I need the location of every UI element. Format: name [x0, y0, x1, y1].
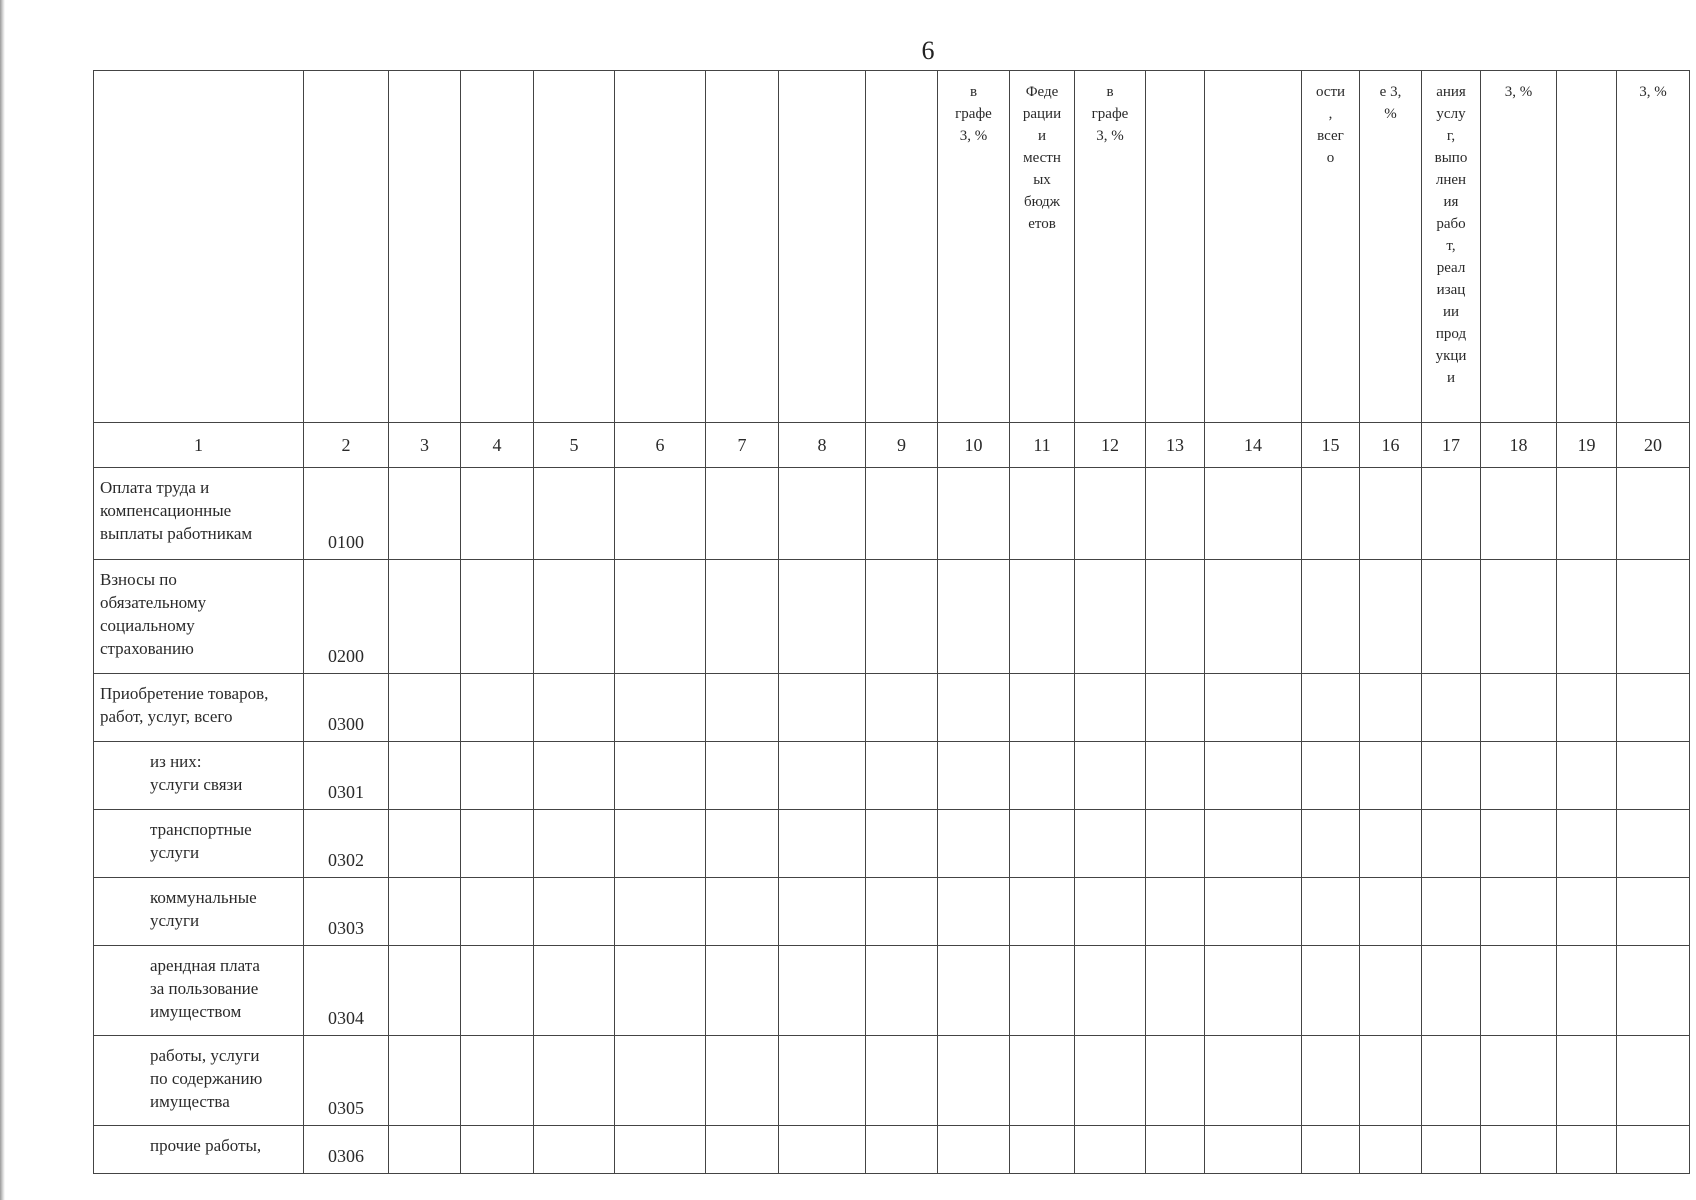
header-cell-17: ания услу г, выпо лнен ия рабо т, реал изац ии прод укци и	[1422, 71, 1481, 423]
row-code: 0303	[304, 878, 389, 946]
empty-cell	[1205, 560, 1302, 674]
column-number: 6	[615, 423, 706, 468]
empty-cell	[1360, 1036, 1422, 1126]
row-label: работы, услуги по содержанию имущества	[94, 1036, 304, 1126]
header-cell-6	[615, 71, 706, 423]
empty-cell	[938, 560, 1010, 674]
empty-cell	[1010, 878, 1075, 946]
empty-cell	[866, 810, 938, 878]
column-number: 3	[389, 423, 461, 468]
empty-cell	[866, 946, 938, 1036]
empty-cell	[1075, 674, 1146, 742]
empty-cell	[1360, 1126, 1422, 1174]
column-number: 12	[1075, 423, 1146, 468]
empty-cell	[389, 810, 461, 878]
empty-cell	[1075, 810, 1146, 878]
column-number: 16	[1360, 423, 1422, 468]
header-cell-13	[1146, 71, 1205, 423]
empty-cell	[706, 1036, 779, 1126]
empty-cell	[1360, 878, 1422, 946]
empty-cell	[534, 560, 615, 674]
empty-cell	[1481, 560, 1557, 674]
empty-cell	[389, 1126, 461, 1174]
column-number: 10	[938, 423, 1010, 468]
row-code: 0301	[304, 742, 389, 810]
header-cell-7	[706, 71, 779, 423]
empty-cell	[615, 878, 706, 946]
empty-cell	[389, 1036, 461, 1126]
empty-cell	[1205, 878, 1302, 946]
empty-cell	[1010, 468, 1075, 560]
header-cell-18: 3, %	[1481, 71, 1557, 423]
empty-cell	[615, 674, 706, 742]
empty-cell	[779, 468, 866, 560]
row-code: 0306	[304, 1126, 389, 1174]
empty-cell	[1302, 946, 1360, 1036]
empty-cell	[1422, 468, 1481, 560]
empty-cell	[1010, 674, 1075, 742]
empty-cell	[1205, 946, 1302, 1036]
row-code: 0300	[304, 674, 389, 742]
empty-cell	[866, 468, 938, 560]
table-row	[94, 674, 1690, 742]
empty-cell	[389, 468, 461, 560]
empty-cell	[1617, 1036, 1690, 1126]
empty-cell	[1360, 674, 1422, 742]
column-number: 8	[779, 423, 866, 468]
empty-cell	[389, 674, 461, 742]
empty-cell	[1617, 742, 1690, 810]
empty-cell	[866, 1036, 938, 1126]
empty-cell	[615, 560, 706, 674]
empty-cell	[389, 946, 461, 1036]
empty-cell	[1557, 946, 1617, 1036]
empty-cell	[938, 468, 1010, 560]
empty-cell	[866, 1126, 938, 1174]
empty-cell	[1557, 674, 1617, 742]
empty-cell	[461, 674, 534, 742]
column-number: 7	[706, 423, 779, 468]
empty-cell	[779, 878, 866, 946]
page-number: 6	[921, 36, 935, 65]
empty-cell	[706, 946, 779, 1036]
table-row	[94, 878, 1690, 946]
header-cell-8	[779, 71, 866, 423]
row-code: 0100	[304, 468, 389, 560]
empty-cell	[461, 810, 534, 878]
empty-cell	[1075, 468, 1146, 560]
empty-cell	[615, 468, 706, 560]
empty-cell	[866, 878, 938, 946]
row-label: транспортные услуги	[94, 810, 304, 878]
empty-cell	[1302, 1036, 1360, 1126]
empty-cell	[1146, 560, 1205, 674]
empty-cell	[706, 878, 779, 946]
empty-cell	[866, 742, 938, 810]
empty-cell	[1557, 810, 1617, 878]
empty-cell	[1617, 1126, 1690, 1174]
row-label: Взносы по обязательному социальному страхованию	[94, 560, 304, 674]
empty-cell	[1422, 878, 1481, 946]
empty-cell	[866, 674, 938, 742]
empty-cell	[1557, 560, 1617, 674]
empty-cell	[461, 1126, 534, 1174]
empty-cell	[1360, 742, 1422, 810]
header-cell-16: е 3, %	[1360, 71, 1422, 423]
empty-cell	[534, 674, 615, 742]
empty-cell	[1010, 742, 1075, 810]
empty-cell	[1481, 878, 1557, 946]
empty-cell	[779, 1036, 866, 1126]
empty-cell	[1617, 878, 1690, 946]
empty-cell	[1557, 468, 1617, 560]
empty-cell	[534, 1126, 615, 1174]
empty-cell	[1302, 878, 1360, 946]
empty-cell	[1617, 674, 1690, 742]
empty-cell	[461, 878, 534, 946]
page-left-edge-shadow	[0, 0, 5, 1200]
empty-cell	[1302, 560, 1360, 674]
header-row	[94, 71, 1690, 423]
empty-cell	[1075, 878, 1146, 946]
empty-cell	[1422, 560, 1481, 674]
row-label: из них: услуги связи	[94, 742, 304, 810]
table-row	[94, 468, 1690, 560]
empty-cell	[779, 1126, 866, 1174]
empty-cell	[779, 560, 866, 674]
empty-cell	[779, 674, 866, 742]
column-number: 2	[304, 423, 389, 468]
empty-cell	[389, 878, 461, 946]
empty-cell	[534, 810, 615, 878]
empty-cell	[1422, 1126, 1481, 1174]
column-number: 1	[94, 423, 304, 468]
empty-cell	[1617, 560, 1690, 674]
empty-cell	[1146, 742, 1205, 810]
empty-cell	[1481, 946, 1557, 1036]
empty-cell	[534, 468, 615, 560]
table-row	[94, 1036, 1690, 1126]
row-code: 0302	[304, 810, 389, 878]
row-label: Оплата труда и компенсационные выплаты работникам	[94, 468, 304, 560]
empty-cell	[1205, 1036, 1302, 1126]
empty-cell	[1481, 1126, 1557, 1174]
header-cell-2	[304, 71, 389, 423]
empty-cell	[1205, 674, 1302, 742]
empty-cell	[779, 810, 866, 878]
empty-cell	[1360, 560, 1422, 674]
empty-cell	[534, 946, 615, 1036]
empty-cell	[779, 946, 866, 1036]
header-cell-15: ости , всег о	[1302, 71, 1360, 423]
empty-cell	[1146, 810, 1205, 878]
empty-cell	[866, 560, 938, 674]
column-number: 4	[461, 423, 534, 468]
empty-cell	[938, 742, 1010, 810]
empty-cell	[1075, 1126, 1146, 1174]
header-cell-10: в графе 3, %	[938, 71, 1010, 423]
empty-cell	[1360, 946, 1422, 1036]
row-label: прочие работы,	[94, 1126, 304, 1174]
empty-cell	[1557, 1126, 1617, 1174]
table-row	[94, 810, 1690, 878]
column-number: 15	[1302, 423, 1360, 468]
empty-cell	[1302, 1126, 1360, 1174]
column-number: 19	[1557, 423, 1617, 468]
empty-cell	[615, 946, 706, 1036]
row-label: арендная плата за пользование имуществом	[94, 946, 304, 1036]
empty-cell	[1617, 946, 1690, 1036]
empty-cell	[1146, 1126, 1205, 1174]
empty-cell	[534, 878, 615, 946]
row-code: 0305	[304, 1036, 389, 1126]
empty-cell	[1481, 742, 1557, 810]
empty-cell	[1422, 742, 1481, 810]
empty-cell	[1557, 878, 1617, 946]
empty-cell	[1146, 674, 1205, 742]
empty-cell	[615, 742, 706, 810]
empty-cell	[938, 1036, 1010, 1126]
header-cell-11: Феде рации и местн ых бюдж етов	[1010, 71, 1075, 423]
empty-cell	[1075, 1036, 1146, 1126]
header-cell-12: в графе 3, %	[1075, 71, 1146, 423]
column-number: 20	[1617, 423, 1690, 468]
header-cell-20: 3, %	[1617, 71, 1690, 423]
empty-cell	[615, 1126, 706, 1174]
empty-cell	[706, 468, 779, 560]
row-label: Приобретение товаров, работ, услуг, всего	[94, 674, 304, 742]
empty-cell	[706, 810, 779, 878]
empty-cell	[1422, 946, 1481, 1036]
empty-cell	[706, 742, 779, 810]
column-number: 11	[1010, 423, 1075, 468]
empty-cell	[1481, 810, 1557, 878]
empty-cell	[1302, 674, 1360, 742]
column-number: 18	[1481, 423, 1557, 468]
report-table	[93, 70, 1690, 1174]
column-number: 17	[1422, 423, 1481, 468]
empty-cell	[1010, 810, 1075, 878]
empty-cell	[1481, 1036, 1557, 1126]
empty-cell	[615, 810, 706, 878]
empty-cell	[1075, 742, 1146, 810]
empty-cell	[389, 560, 461, 674]
empty-cell	[1205, 810, 1302, 878]
empty-cell	[1360, 810, 1422, 878]
empty-cell	[1146, 878, 1205, 946]
header-cell-19	[1557, 71, 1617, 423]
empty-cell	[461, 468, 534, 560]
empty-cell	[938, 674, 1010, 742]
empty-cell	[615, 1036, 706, 1126]
empty-cell	[389, 742, 461, 810]
empty-cell	[706, 560, 779, 674]
empty-cell	[1205, 1126, 1302, 1174]
empty-cell	[1010, 560, 1075, 674]
empty-cell	[1302, 742, 1360, 810]
empty-cell	[1205, 742, 1302, 810]
header-cell-9	[866, 71, 938, 423]
column-number: 14	[1205, 423, 1302, 468]
empty-cell	[1302, 810, 1360, 878]
header-cell-3	[389, 71, 461, 423]
empty-cell	[1010, 1036, 1075, 1126]
empty-cell	[1422, 810, 1481, 878]
header-cell-14	[1205, 71, 1302, 423]
empty-cell	[1010, 1126, 1075, 1174]
empty-cell	[938, 878, 1010, 946]
empty-cell	[461, 946, 534, 1036]
empty-cell	[534, 1036, 615, 1126]
column-number: 13	[1146, 423, 1205, 468]
table-row	[94, 560, 1690, 674]
empty-cell	[938, 1126, 1010, 1174]
empty-cell	[534, 742, 615, 810]
empty-cell	[1557, 742, 1617, 810]
empty-cell	[1075, 560, 1146, 674]
empty-cell	[1146, 468, 1205, 560]
row-label: коммунальные услуги	[94, 878, 304, 946]
empty-cell	[1481, 674, 1557, 742]
empty-cell	[1557, 1036, 1617, 1126]
table-row	[94, 1126, 1690, 1174]
empty-cell	[1205, 468, 1302, 560]
empty-cell	[1075, 946, 1146, 1036]
row-code: 0304	[304, 946, 389, 1036]
empty-cell	[1422, 1036, 1481, 1126]
empty-cell	[1146, 1036, 1205, 1126]
table-row	[94, 946, 1690, 1036]
header-cell-1	[94, 71, 304, 423]
empty-cell	[938, 810, 1010, 878]
column-number-row	[94, 423, 1690, 468]
table-row	[94, 742, 1690, 810]
empty-cell	[1360, 468, 1422, 560]
empty-cell	[461, 742, 534, 810]
empty-cell	[1146, 946, 1205, 1036]
column-number: 9	[866, 423, 938, 468]
empty-cell	[706, 674, 779, 742]
column-number: 5	[534, 423, 615, 468]
empty-cell	[461, 1036, 534, 1126]
empty-cell	[1010, 946, 1075, 1036]
header-cell-5	[534, 71, 615, 423]
empty-cell	[938, 946, 1010, 1036]
empty-cell	[779, 742, 866, 810]
row-code: 0200	[304, 560, 389, 674]
empty-cell	[1481, 468, 1557, 560]
empty-cell	[706, 1126, 779, 1174]
empty-cell	[1302, 468, 1360, 560]
empty-cell	[1617, 810, 1690, 878]
empty-cell	[1422, 674, 1481, 742]
empty-cell	[461, 560, 534, 674]
empty-cell	[1617, 468, 1690, 560]
table-body	[94, 468, 1690, 1174]
header-cell-4	[461, 71, 534, 423]
